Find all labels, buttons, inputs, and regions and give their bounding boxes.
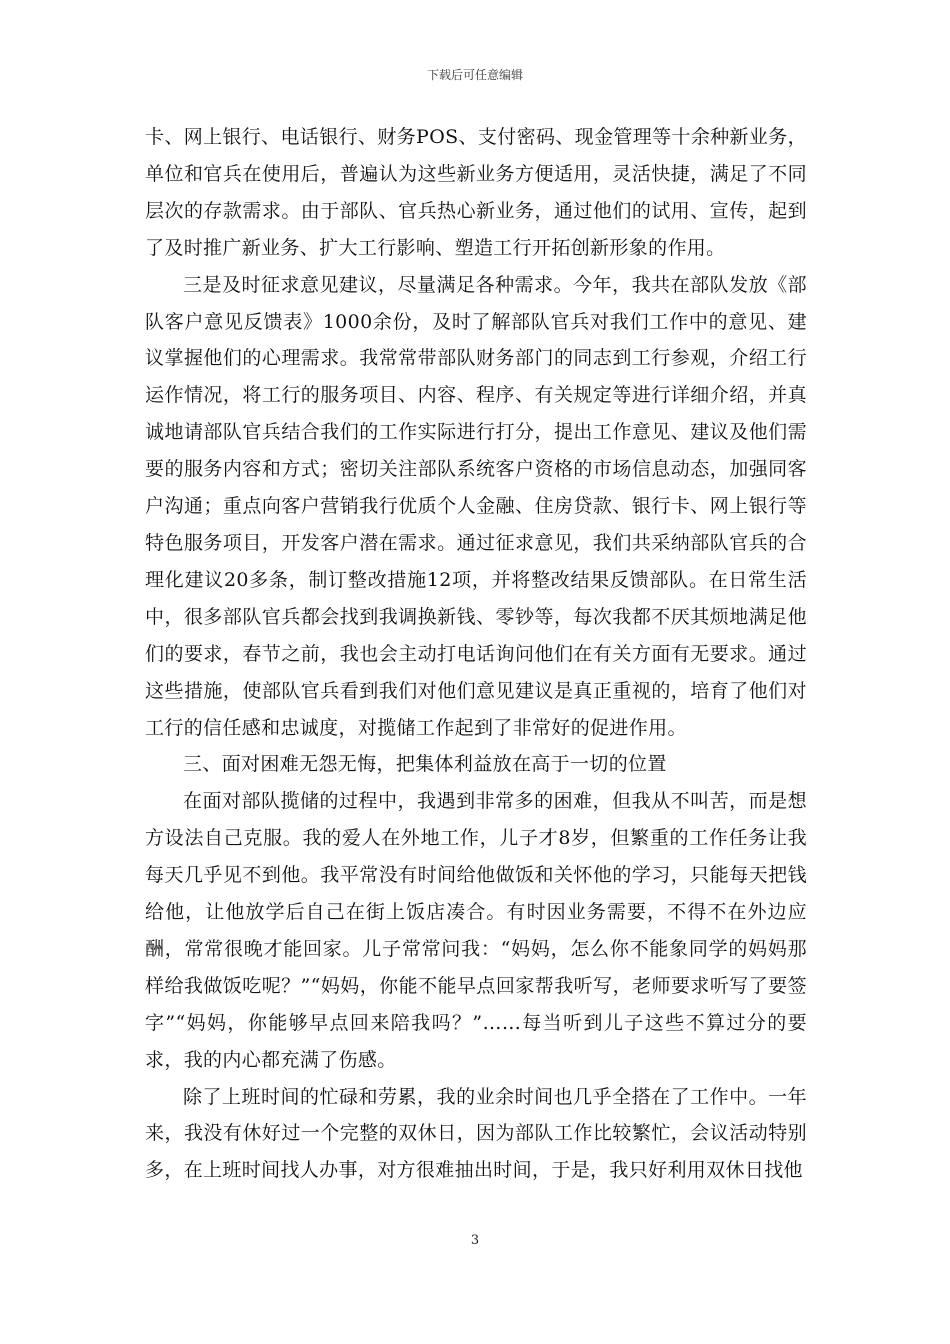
page-number: 3: [470, 1233, 480, 1248]
section-heading: 三、面对困难无怨无悔，把集体利益放在高于一切的位置: [183, 753, 667, 776]
paragraph: 除了上班时间的忙碌和劳累，我的业余时间也几乎全搭在了工作中。一年来，我没有休好过一个完整的双休日，因为部队工作比较繁忙，会议活动特别多，在上班时间找人办事，对方很难抽出时间，于是，我只好利用双休日找他: [145, 1085, 807, 1182]
page-header: 下载后可任意编辑: [426, 68, 523, 82]
document-body: [145, 119, 807, 1189]
paragraph: 卡、网上银行、电话银行、财务POS、支付密码、现金管理等十余种新业务，单位和官兵在使用后，普遍认为这些新业务方便适用，灵活快捷，满足了不同层次的存款需求。由于部队、官兵热心新业务，通过他们的试用、宣传，起到了及时推广新业务、扩大工行影响、塑造工行开拓创新形象的作用。: [145, 126, 807, 259]
paragraph: 在面对部队揽储的过程中，我遇到非常多的困难，但我从不叫苦，而是想方设法自己克服。我的爱人在外地工作，儿子才8岁，但繁重的工作任务让我每天几乎见不到他。我平常没有时间给他做饭和关怀他的学习，只能每天把钱给他，让他放学后自己在街上饭店凑合。有时因业务需要，不得不在外边应酬，常常很晚才能回家。儿子常常问我：“妈妈，怎么你不能象同学的妈妈那样给我做饭吃呢？”“妈妈，你能不能早点回家帮我听写，老师要求听写了要签字”“妈妈，你能够早点回来陪我吗？”……每当听到儿子这些不算过分的要求，我的内心都充满了伤感。: [145, 790, 807, 1071]
paragraph: 三是及时征求意见建议，尽量满足各种需求。今年，我共在部队发放《部队客户意见反馈表》1000余份，及时了解部队官兵对我们工作中的意见、建议掌握他们的心理需求。我常常带部队财务部门的同志到工行参观，介绍工行运作情况，将工行的服务项目、内容、程序、有关规定等进行详细介绍，并真诚地请部队官兵结合我们的工作实际进行打分，提出工作意见、建议及他们需要的服务内容和方式；密切关注部队系统客户资格的市场信息动态，加强同客户沟通；重点向客户营销我行优质个人金融、住房贷款、银行卡、网上银行等特色服务项目，开发客户潜在需求。通过征求意见，我们共采纳部队官兵的合理化建议20多条，制订整改措施12项，并将整改结果反馈部队。在日常生活中，很多部队官兵都会找到我调换新钱、零钞等，每次我都不厌其烦地满足他们的要求，春节之前，我也会主动打电话询问他们在有关方面有无要求。通过这些措施，使部队官兵看到我们对他们意见建议是真正重视的，培育了他们对工行的信任感和忠诚度，对揽储工作起到了非常好的促进作用。: [145, 273, 807, 739]
